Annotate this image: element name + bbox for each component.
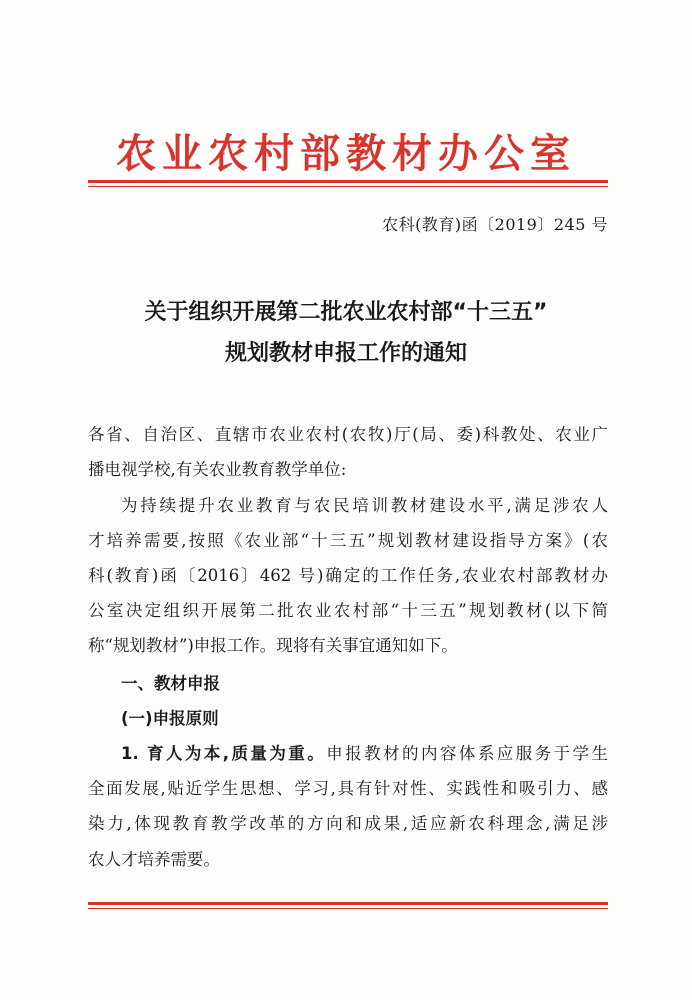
header-red-rule-thick (88, 180, 608, 183)
footer-red-rule-thick (88, 902, 608, 905)
addressee-line-2: 播电视学校,有关农业教育教学单位: (88, 460, 347, 479)
addressee-line-1: 各省、自治区、直辖市农业农村(农牧)厅(局、委)科教处、农业广 (88, 425, 608, 444)
issuer-header: 农业农村部教材办公室 (116, 131, 576, 177)
intro-line-2: 才培养需要,按照《农业部“十三五”规划教材建设指导方案》(农 (88, 531, 608, 550)
header-red-rule-thin (88, 186, 608, 187)
footer-red-rule-thin (88, 908, 608, 909)
intro-line-3: 科(教育)函〔2016〕462 号)确定的工作任务,农业农村部教材办 (88, 566, 608, 585)
section-heading-textbook-application: 一、教材申报 (121, 674, 220, 693)
intro-line-4: 公室决定组织开展第二批农业农村部“十三五”规划教材(以下简 (88, 601, 608, 620)
title-line-2: 规划教材申报工作的通知 (224, 341, 467, 366)
principle-1-line-1 (121, 742, 608, 766)
intro-line-5: 称“规划教材”)申报工作。现将有关事宜通知如下。 (88, 636, 458, 655)
principle-1-lead: 1. 育人为本,质量为重。 (121, 744, 327, 763)
principle-1-line-3: 染力,体现教育教学改革的方向和成果,适应新农科理念,满足涉 (88, 814, 608, 833)
document-number: 农科(教育)函〔2019〕245 号 (382, 215, 608, 234)
title-line-1: 关于组织开展第二批农业农村部“十三五” (144, 300, 548, 325)
intro-line-1: 为持续提升农业教育与农民培训教材建设水平,满足涉农人 (121, 496, 608, 515)
principle-1-line-1-rest: 申报教材的内容体系应服务于学生 (326, 744, 609, 763)
principle-1-line-4: 农人才培养需要。 (88, 850, 220, 869)
principle-1-line-2: 全面发展,贴近学生思想、学习,具有针对性、实践性和吸引力、感 (88, 779, 608, 798)
subsection-heading-application-principles: (一)申报原则 (121, 709, 219, 728)
